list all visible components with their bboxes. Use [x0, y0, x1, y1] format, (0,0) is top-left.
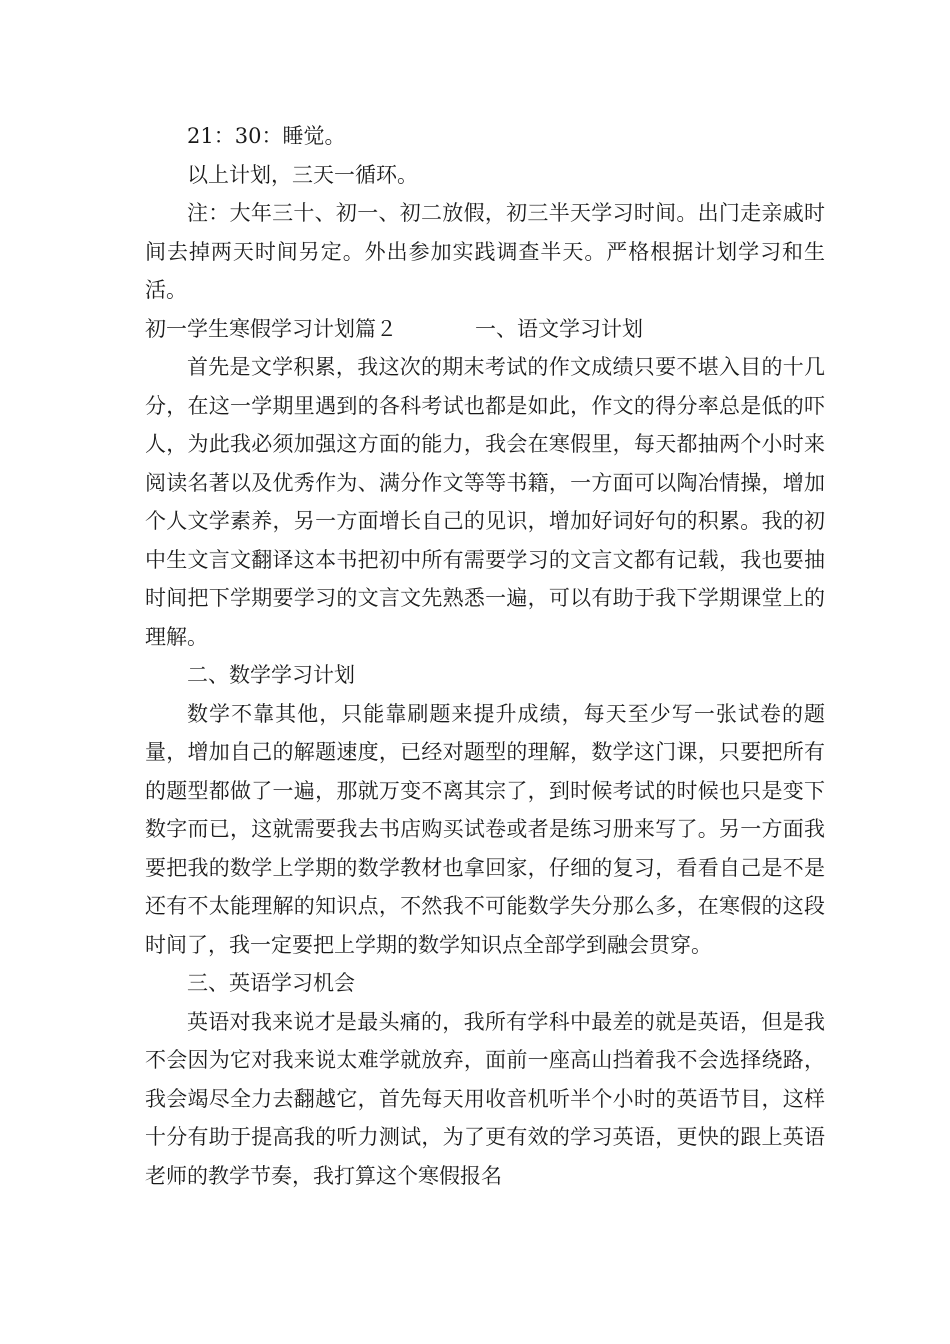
math-plan-paragraph: 数学不靠其他，只能靠刷题来提升成绩，每天至少写一张试卷的题量，增加自己的解题速度，已经对题型的理解，数学这门课，只要把所有的题型都做了一遍，那就万变不离其宗了，到时候考试的时候也只是变下数字而已，这就需要我去书店购买试卷或者是练习册来写了。另一方面我要把我的数学上学期的数学教材也拿回家，仔细的复习，看看自己是不是还有不太能理解的知识点，不然我不可能数学失分那么多，在寒假的这段时间了，我一定要把上学期的数学知识点全部学到融会贯穿。 [145, 701, 825, 957]
holiday-note-paragraph: 注：大年三十、初一、初二放假，初三半天学习时间。出门走亲戚时间去掉两天时间另定。外出参加实践调查半天。严格根据计划学习和生活。 [145, 201, 825, 302]
document-body [145, 117, 825, 1195]
document-title: 初一学生寒假学习计划篇２ [145, 316, 397, 341]
english-plan-paragraph: 英语对我来说才是最头痛的，我所有学科中最差的就是英语，但是我不会因为它对我来说太难学就放弃，面前一座高山挡着我不会选择绕路，我会竭尽全力去翻越它，首先每天用收音机听半个小时的英语节目，这样十分有助于提高我的听力测试，为了更有效的学习英语，更快的跟上英语老师的教学节奏，我打算这个寒假报名 [145, 1009, 825, 1188]
title-heading-line [145, 310, 825, 349]
cycle-note-line: 以上计划，三天一循环。 [187, 162, 418, 187]
chinese-plan-paragraph: 首先是文学积累，我这次的期末考试的作文成绩只要不堪入目的十几分，在这一学期里遇到的各科考试也都是如此，作文的得分率总是低的吓人，为此我必须加强这方面的能力，我会在寒假里，每天都抽两个小时来阅读名著以及优秀作为、满分作文等等书籍，一方面可以陶冶情操，增加个人文学素养，另一方面增长自己的见识，增加好词好句的积累。我的初中生文言文翻译这本书把初中所有需要学习的文言文都有记载，我也要抽时间把下学期要学习的文言文先熟悉一遍，可以有助于我下学期课堂上的理解。 [145, 355, 825, 649]
section-heading-math: 二、数学学习计划 [187, 663, 355, 687]
section-heading-english: 三、英语学习机会 [187, 971, 355, 995]
section-heading-chinese: 一、语文学习计划 [475, 316, 643, 341]
sleep-time-line: 21：30：睡觉。 [187, 124, 346, 148]
